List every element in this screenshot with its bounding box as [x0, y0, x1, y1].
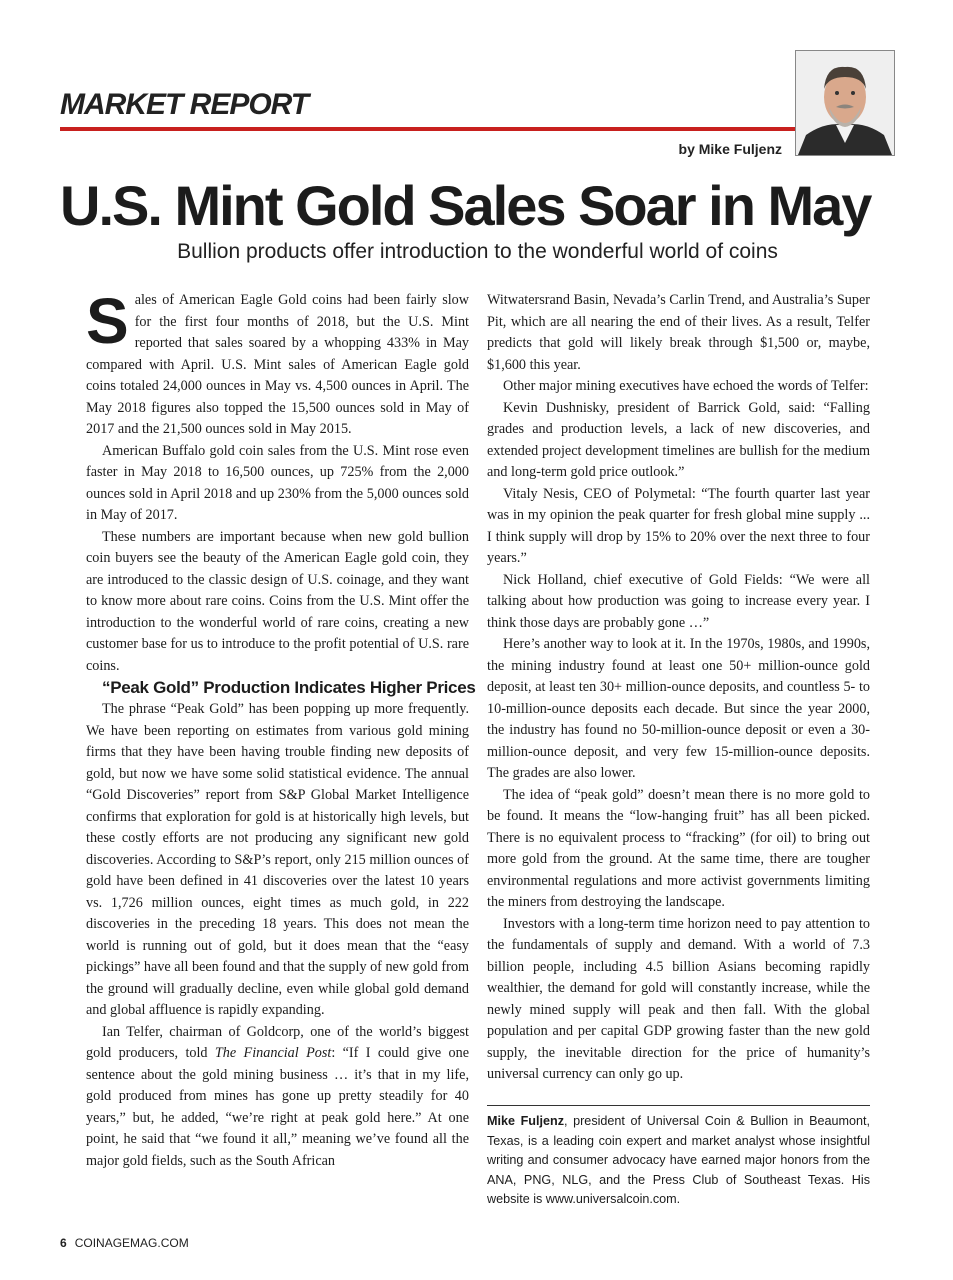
paragraph: Other major mining executives have echoed the words of Telfer: [503, 378, 869, 394]
left-column [86, 285, 476, 1172]
paragraph: Nick Holland, chief executive of Gold Fields: “We were all talking about how production was going to increase every year. I think those days are probably gone …” [487, 571, 870, 631]
footer-site: COINAGEMAG.COM [74, 1236, 189, 1250]
paragraph: Vitaly Nesis, CEO of Polymetal: “The fourth quarter last year was in my opinion the peak quarter for fresh global mine supply ... I think supply will drop by 15% to 20% over the next three to four years.” [487, 485, 870, 566]
paragraph: American Buffalo gold coin sales from the U.S. Mint rose even faster in May 2018 to 16,500 ounces, up 725% from the 2,000 ounces sold in April 2018 and up 230% from the 5,000 ounces sold in May of 2017. [86, 442, 469, 523]
article-headline: U.S. Mint Gold Sales Soar in May [60, 174, 871, 237]
author-portrait-illustration [796, 51, 894, 155]
bio-divider [487, 1105, 870, 1106]
right-column [487, 290, 870, 1086]
page-number: 6 [60, 1236, 67, 1250]
page-footer [60, 1236, 189, 1250]
paragraph: Witwatersrand Basin, Nevada’s Carlin Trend, and Australia’s Super Pit, which are all nearing the end of their lives. As a result, Telfer predicts that gold will likely break through $1,500 or, maybe, $1,600 this year. [487, 292, 870, 373]
section-subheading: “Peak Gold” Production Indicates Higher Prices [102, 678, 476, 697]
drop-cap: S [86, 285, 129, 357]
paragraph: Investors with a long-term time horizon need to pay attention to the fundamentals of supply and demand. With a world of 7.3 billion people, including 4.5 billion Asians becoming rapidly wealthier, the demand for gold will constantly increase, while the newly mined supply will peak and then fall. With the global population and per capital GDP growing faster than the new gold supply, the inevitable direction for the price of humanity’s universal currency can only go up. [487, 915, 870, 1082]
bio-author-name: Mike Fuljenz [487, 1114, 564, 1128]
paragraph: These numbers are important because when new gold bullion coin buyers see the beauty of the American Eagle gold coin, they are introduced to the classic design of U.S. coinage, and they want to know more about rare coins. Coins from the U.S. Mint offer the introduction to the wonderful world of rare coins, creating a new customer base for us to introduce to the profit potential of U.S. rare coins. [86, 528, 469, 674]
paragraph: Kevin Dushnisky, president of Barrick Gold, said: “Falling grades and production levels, a lack of new discoveries, and extended project development timelines are bullish for the medium and long-term gold price outlook.” [487, 399, 870, 480]
byline: by Mike Fuljenz [678, 141, 782, 157]
paragraph: The idea of “peak gold” doesn’t mean there is no more gold to be found. It means the “low-hanging fruit” has all been picked. There is no equivalent process to “fracking” (for oil) to bring out more gold from the ground. At the same time, there are tougher environmental regulations and more activist governments limiting the miners from destroying the landscape. [487, 786, 870, 910]
section-rule [60, 127, 795, 131]
paragraph: Ian Telfer, chairman of Goldcorp, one of the world’s biggest gold producers, told The Financial Post: “If I could give one sentence about the gold mining business … it’s that in my life, gold produced from mines has gone up pretty steadily for 40 years,” but, he added, “we’re right at peak gold here.” At one point, he said that “we found it all,” meaning we’ve found all the major gold fields, such as the South African [86, 1023, 470, 1169]
article-subheadline: Bullion products offer introduction to the wonderful world of coins [177, 240, 778, 263]
author-photo [795, 50, 895, 156]
paragraph: Here’s another way to look at it. In the 1970s, 1980s, and 1990s, the mining industry found at least one 50+ million-ounce gold deposit, at least ten 30+ million-ounce deposits, and countless 5- to 10-million-ounce deposits each decade. But since the year 2000, the industry has found no 50-million-ounce deposit or even a 30-million-ounce deposit, and very few 15-million-ounce deposits. The grades are also lower. [487, 636, 870, 781]
paragraph: The phrase “Peak Gold” has been popping up more frequently. We have been reporting on estimates from various gold mining firms that they have been having trouble finding new deposits of gold, but now we have some solid statistical evidence. The annual “Gold Discoveries” report from S&P Global Market Intelligence confirms that exploration for gold is at historically high levels, but these costly efforts are not producing any significant new gold discoveries. According to S&P’s report, only 215 million ounces of gold have been defined in 41 discoveries over the latest 10 years vs. 1,726 million ounces, eight times as much gold, in 222 discoveries in the preceding 18 years. This does not mean the world is running out of gold, but it does mean that the “easy pickings” have all been found and that the supply of new gold from the ground will gradually decline, even while global gold demand and global affluence is rapidly expanding. [86, 701, 469, 1018]
publication-title: The Financial Post [214, 1045, 332, 1061]
paragraph: Sales of American Eagle Gold coins had been fairly slow for the first four months of 2018, but the U.S. Mint reported that sales soared by a whopping 433% in May compared with April. U.S. Mint sales of American Eagle gold coins totaled 24,000 ounces in May vs. 4,500 ounces in April. The May 2018 figures also topped the 15,500 ounces sold in May of 2017 and the 21,500 ounces sold in May 2015. [86, 285, 469, 437]
author-bio: Mike Fuljenz, president of Universal Coin & Bullion in Beaumont, Texas, is a leading coin expert and market analyst whose insightful writing and consumer advocacy have earned major honors from the ANA, PNG, NLG, and the Press Club of Southeast Texas. His website is www.universalcoin.com. [487, 1114, 871, 1206]
section-label: MARKET REPORT [60, 88, 309, 121]
